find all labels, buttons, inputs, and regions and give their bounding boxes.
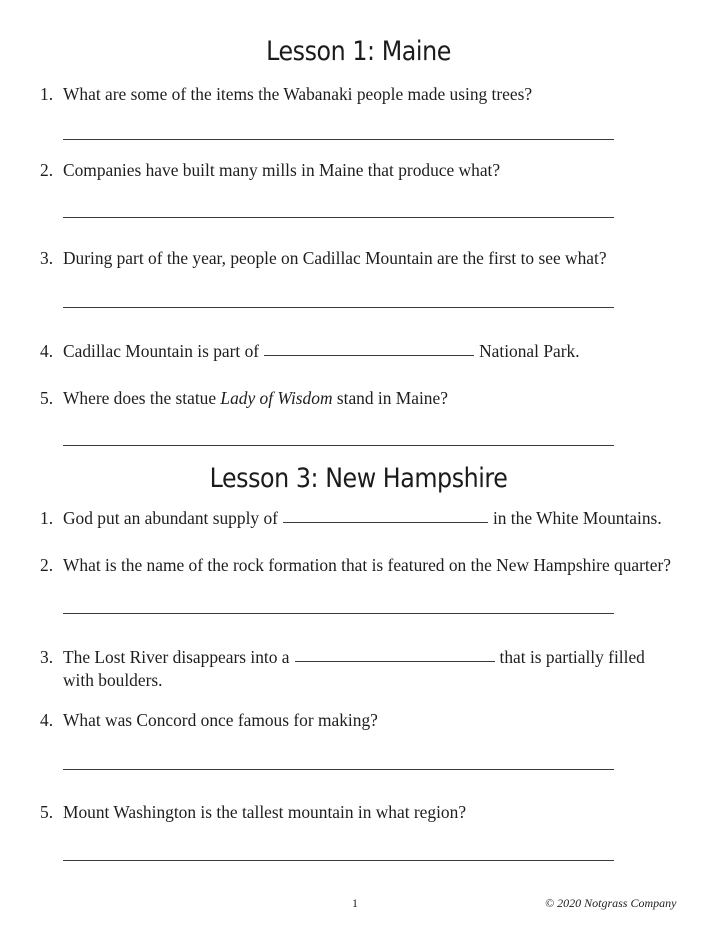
question-text: What is the name of the rock formation that is featured on the New Hampshire quarter? <box>63 555 671 575</box>
question-text-after: stand in Maine? <box>332 388 448 408</box>
answer-line-3-2[interactable] <box>63 613 614 614</box>
question-1-3 <box>40 246 607 270</box>
lesson-1-title: Lesson 1: Maine <box>266 36 451 67</box>
statue-name: Lady of Wisdom <box>220 388 333 408</box>
question-3-5 <box>40 800 466 824</box>
answer-line-1-5[interactable] <box>63 445 614 446</box>
question-3-3-continuation: with boulders. <box>63 670 163 690</box>
question-number: 5. <box>40 802 54 822</box>
question-number: 4. <box>40 341 54 361</box>
question-text-before: Cadillac Mountain is part of <box>63 341 260 361</box>
question-number: 2. <box>40 555 54 575</box>
question-number: 2. <box>40 160 54 180</box>
copyright-notice: © 2020 Notgrass Company <box>545 896 677 910</box>
lesson-3-title: Lesson 3: New Hampshire <box>209 463 508 494</box>
fill-in-blank[interactable] <box>283 522 488 523</box>
question-1-5 <box>40 386 448 410</box>
question-text: What are some of the items the Wabanaki people made using trees? <box>63 84 533 104</box>
answer-line-1-2[interactable] <box>63 217 614 218</box>
question-1-2 <box>40 158 500 182</box>
question-text: Mount Washington is the tallest mountain in what region? <box>63 802 467 822</box>
question-number: 1. <box>40 84 54 104</box>
answer-line-1-1[interactable] <box>63 139 614 140</box>
question-number: 3. <box>40 248 54 268</box>
question-number: 5. <box>40 388 54 408</box>
question-text-before: God put an abundant supply of <box>63 508 278 528</box>
question-text: What was Concord once famous for making? <box>63 710 378 730</box>
question-text-after: that is partially filled <box>499 647 645 667</box>
question-3-3 <box>40 645 645 669</box>
question-text-after: National Park. <box>479 341 580 361</box>
question-1-4 <box>40 339 580 363</box>
question-number: 3. <box>40 647 54 667</box>
question-3-1 <box>40 506 662 530</box>
fill-in-blank[interactable] <box>264 355 474 356</box>
fill-in-blank[interactable] <box>295 661 495 662</box>
question-text-before: The Lost River disappears into a <box>63 647 290 667</box>
question-text: Companies have built many mills in Maine that produce what? <box>63 160 501 180</box>
question-1-1 <box>40 82 532 106</box>
answer-line-3-4[interactable] <box>63 769 614 770</box>
answer-line-1-3[interactable] <box>63 307 614 308</box>
question-text-after: in the White Mountains. <box>492 508 662 528</box>
answer-line-3-5[interactable] <box>63 860 614 861</box>
question-3-2 <box>40 553 671 577</box>
question-3-4 <box>40 708 378 732</box>
question-text-before: Where does the statue <box>63 388 221 408</box>
question-text: During part of the year, people on Cadillac Mountain are the first to see what? <box>63 248 607 268</box>
question-number: 4. <box>40 710 54 730</box>
page-number: 1 <box>352 896 358 910</box>
question-number: 1. <box>40 508 54 528</box>
